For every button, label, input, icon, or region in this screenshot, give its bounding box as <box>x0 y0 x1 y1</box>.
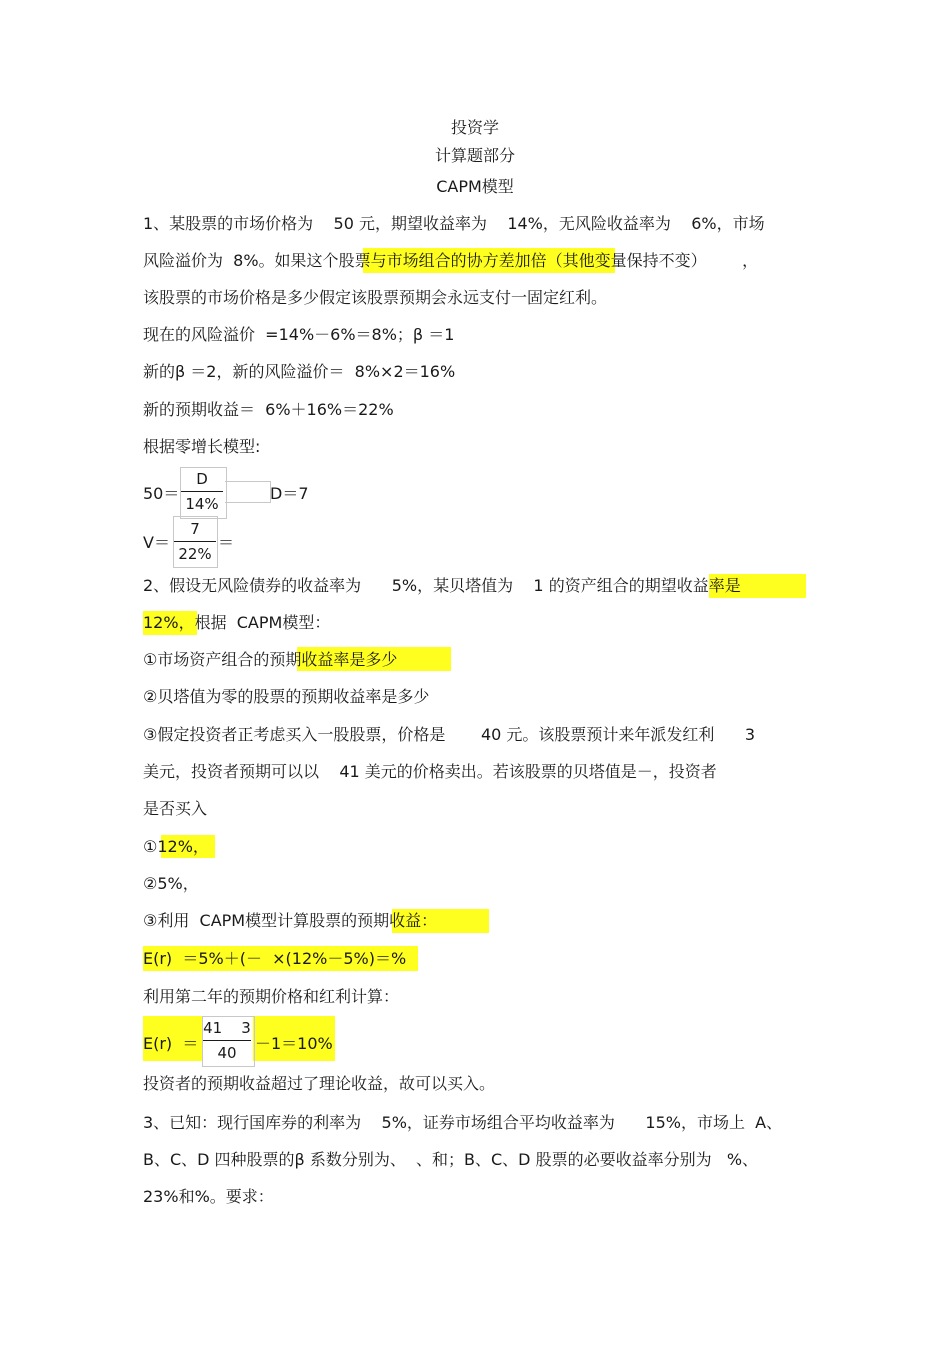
q2-part-3-line-1: ③假定投资者正考虑买入一股股票，价格是 40 元。该股票预计来年派发红利 3 <box>143 725 756 744</box>
q2-part-1-start: ①市场资产组合的预 <box>143 650 286 669</box>
q2-line-2-end: 根据 CAPM模型： <box>194 613 331 632</box>
eq2-right: ＝ <box>218 533 235 552</box>
q2-answer-1-mark: ① <box>143 837 158 856</box>
section-heading: CAPM模型 <box>436 177 514 196</box>
q1-answer-4: 根据零增长模型: <box>143 437 261 456</box>
q3-line-1: 3、已知：现行国库券的利率为 5%，证券市场组合平均收益率为 15%，市场上 A、 <box>143 1113 783 1132</box>
q1-answer-2: 新的β ＝2，新的风险溢价＝ 8%×2＝16% <box>143 362 456 381</box>
eq1-left: 50＝ <box>143 484 180 503</box>
eq2-left: V＝ <box>143 533 170 552</box>
q2-part-2: ②贝塔值为零的股票的预期收益率是多少 <box>143 687 430 706</box>
eq3-fraction <box>203 1019 251 1062</box>
q1-answer-1: 现在的风险溢价 =14%－6%＝8%；β ＝1 <box>143 325 455 344</box>
q2-answer-1-highlight: 12%， <box>157 837 209 856</box>
q2-line-2-highlight: 12%， <box>143 613 195 632</box>
q1-line-1: 1、某股票的市场价格为 50 元，期望收益率为 14%，无风险收益率为 6%，市场 <box>143 214 765 233</box>
q1-line-2 <box>143 251 758 271</box>
eq1-denominator: 14% <box>185 495 219 513</box>
q1-line-2-end: 其他变量保持不变） ， <box>562 251 759 270</box>
q2-part-1-highlight: 期收益率是多少 <box>285 650 398 669</box>
eq3-left: E(r) ＝ <box>143 1034 199 1053</box>
q2-conclusion: 投资者的预期收益超过了理论收益，故可以买入。 <box>143 1074 496 1093</box>
eq2-fraction-bar <box>174 541 216 542</box>
eq2-fraction <box>174 520 216 563</box>
q2-answer-4: 利用第二年的预期价格和红利计算： <box>143 987 400 1006</box>
eq3-numerator: 41 3 <box>203 1019 251 1037</box>
eq1-fraction-bar <box>181 491 223 492</box>
q3-line-3: 23%和%。要求： <box>143 1187 274 1206</box>
q2-part-1 <box>143 650 397 670</box>
q2-part-3-line-2: 美元，投资者预期可以以 41 美元的价格卖出。若该股票的贝塔值是－，投资者 <box>143 762 717 781</box>
eq3-denominator: 40 <box>217 1044 237 1062</box>
eq1-numerator: D <box>196 470 208 488</box>
q2-answer-3-start: ③利用 CAPM模型计算股票的预 <box>143 911 374 930</box>
q3-line-2: B、C、D 四种股票的β 系数分别为、 、和；B、C、D 股票的必要收益率分别为 %、 <box>143 1150 759 1169</box>
q1-line-2-start: 风险溢价为 8%。如果这个 <box>143 251 339 270</box>
q2-line-1 <box>143 576 741 596</box>
q2-answer-1 <box>143 837 209 857</box>
q2-answer-2: ②5%， <box>143 874 199 893</box>
q2-capm-equation: E(r) ＝5%＋(－ ×(12%－5%)＝% <box>143 949 407 968</box>
eq2-numerator: 7 <box>190 520 200 538</box>
q2-answer-3 <box>143 911 437 931</box>
q1-line-3: 该股票的市场价格是多少假定该股票预期会永远支付一固定红利。 <box>143 288 608 307</box>
eq1-right: D＝7 <box>270 484 309 503</box>
q1-answer-3: 新的预期收益＝ 6%＋16%＝22% <box>143 400 394 419</box>
q2-line-2 <box>143 613 330 633</box>
q2-part-3-line-3: 是否买入 <box>143 799 208 818</box>
eq2-denominator: 22% <box>178 545 212 563</box>
q2-line-1-start: 2、假设无风险债券的收益率为 5%，某贝塔值为 1 的资产组合的期望 <box>143 576 677 595</box>
eq3-right: －1＝10% <box>255 1034 333 1053</box>
q2-answer-3-highlight: 期收益： <box>373 911 438 930</box>
eq3-fraction-bar <box>203 1040 251 1041</box>
document-title: 投资学 <box>450 118 499 137</box>
q2-line-1-highlight: 收益率是 <box>676 576 741 595</box>
eq1-fraction <box>181 470 223 513</box>
q1-line-2-highlight: 股票与市场组合的协方差加倍（ <box>338 251 563 270</box>
document-subtitle: 计算题部分 <box>434 146 515 165</box>
eq1-box-tail <box>225 481 271 503</box>
